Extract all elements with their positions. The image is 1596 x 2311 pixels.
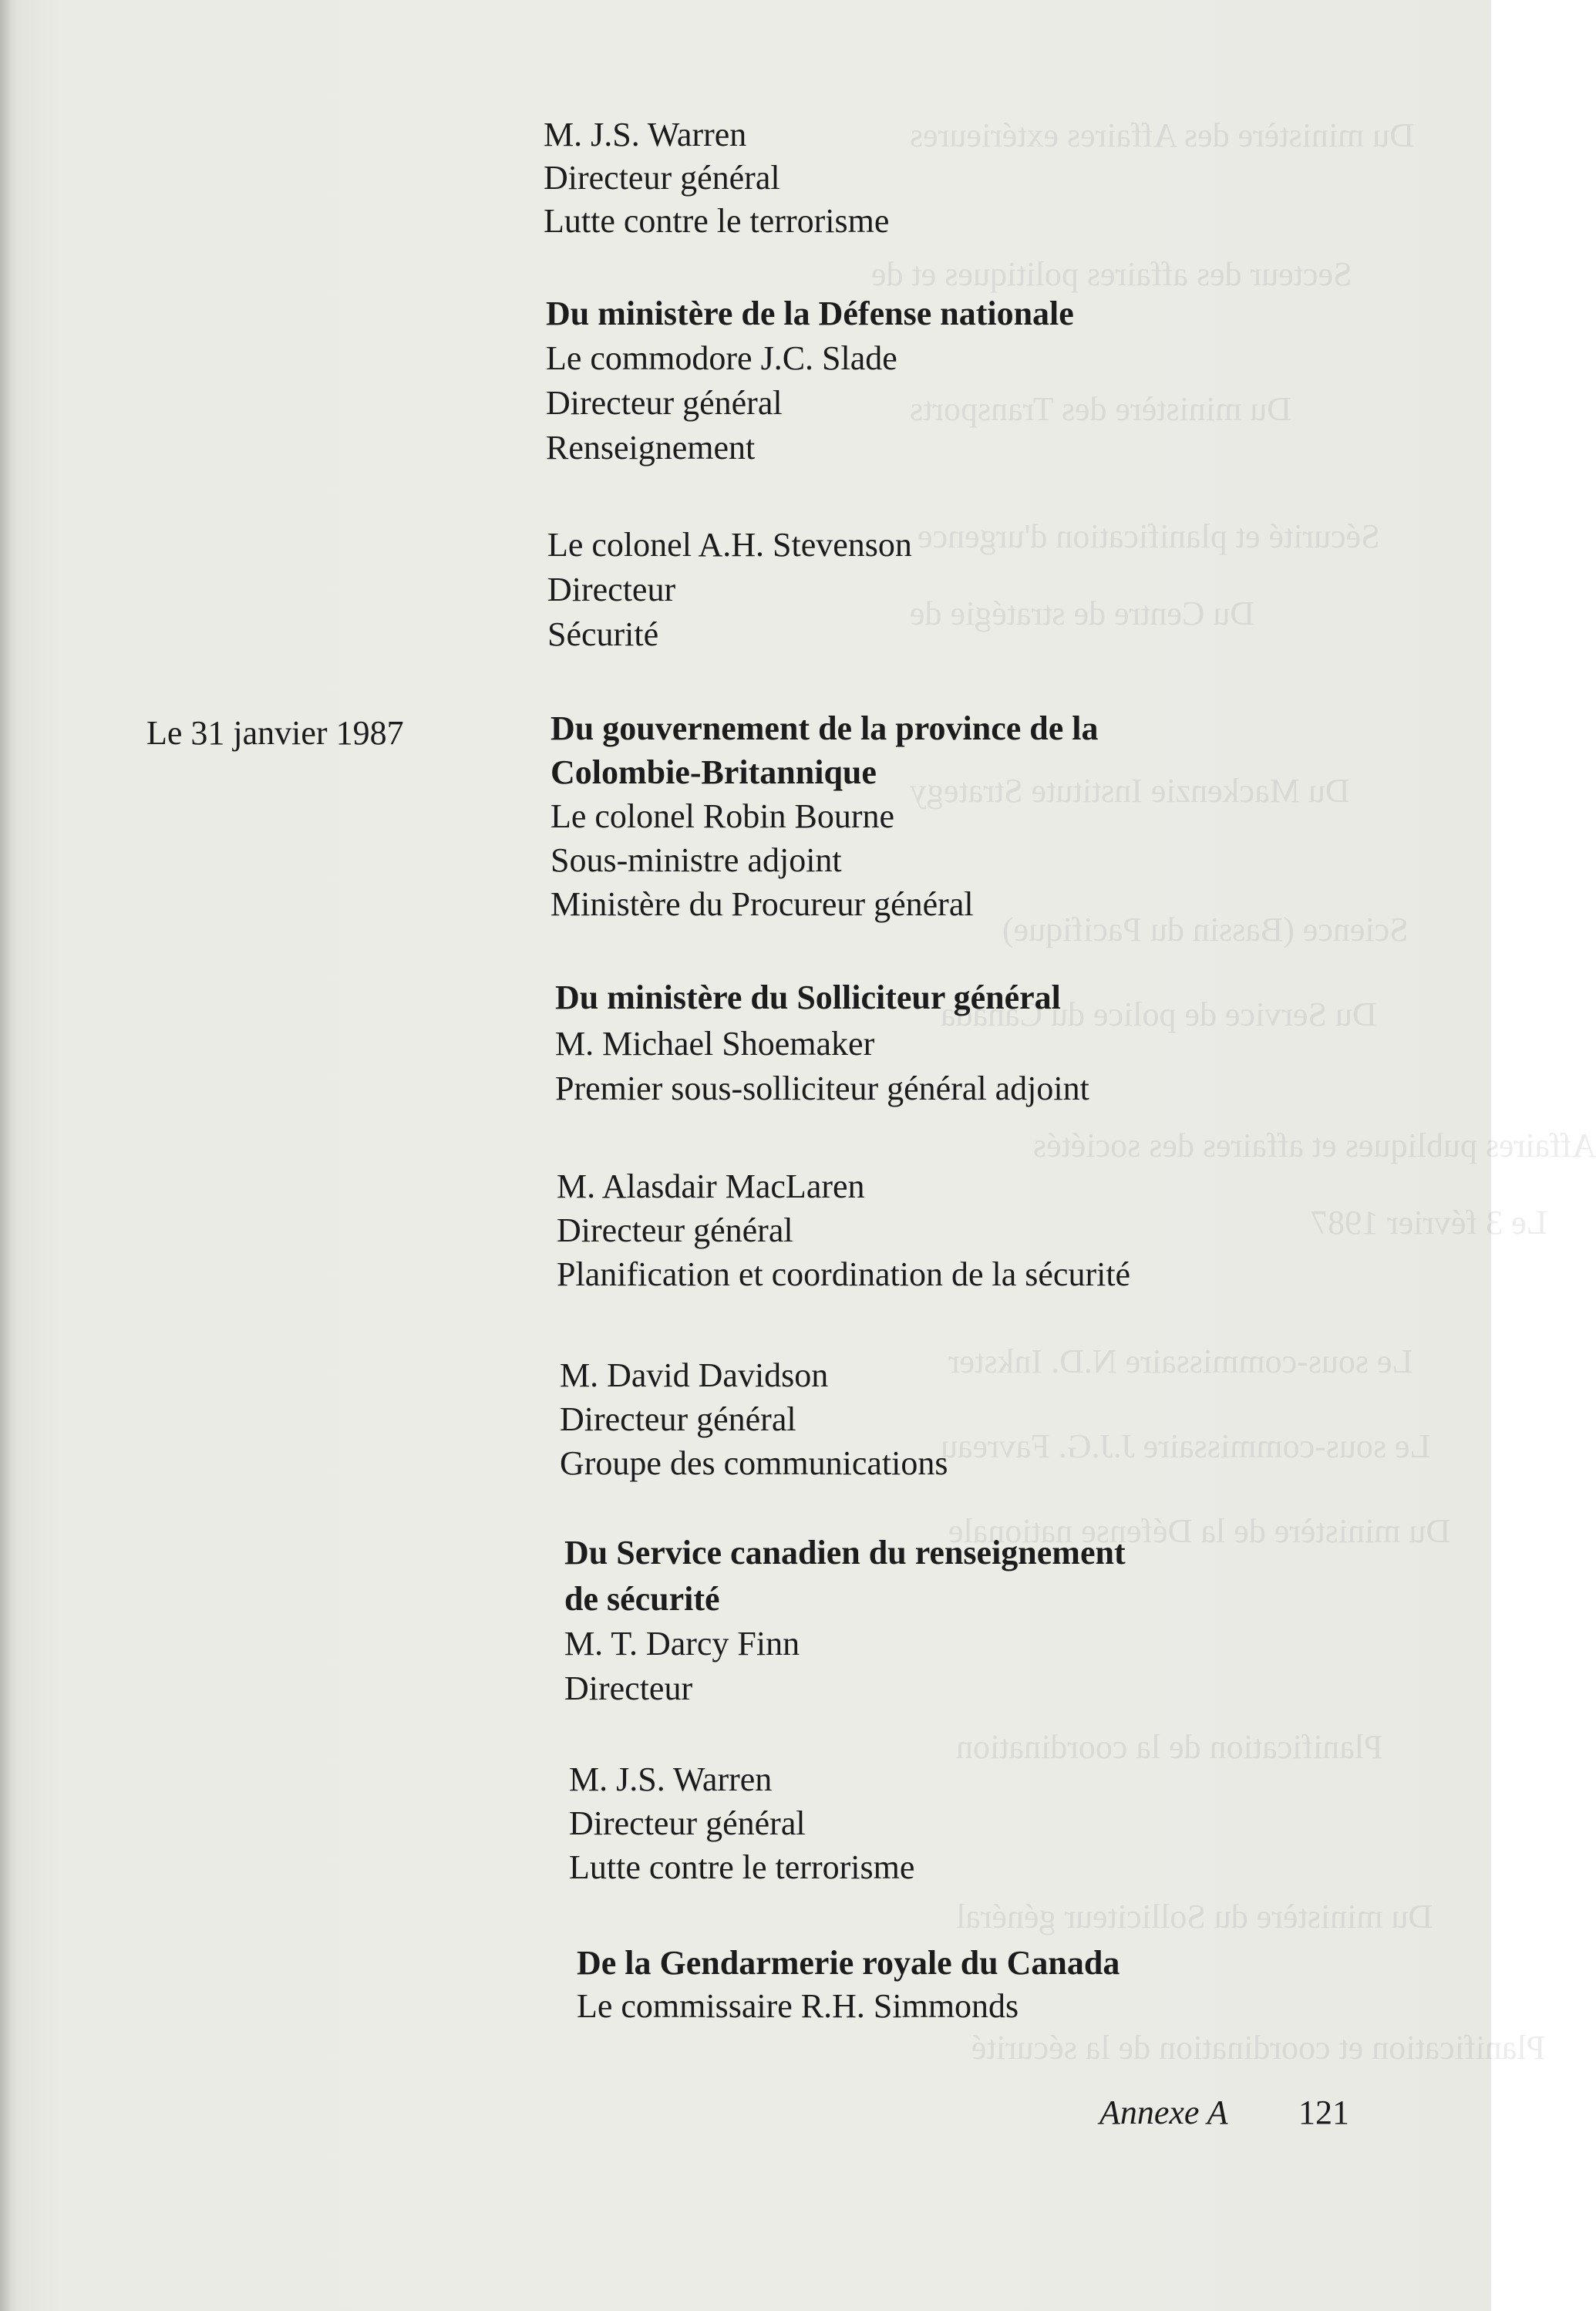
entry-line: Directeur général: [560, 1400, 796, 1438]
entry-line: Planification et coordination de la sécurité: [557, 1255, 1131, 1293]
page-edge-shadow: [0, 0, 11, 2311]
entry-line: M. David Davidson: [560, 1356, 829, 1394]
entry-line: Directeur général: [557, 1211, 793, 1249]
footer-annex-label: Annexe A: [1099, 2094, 1228, 2131]
bleed-through-text: Du ministère des Affaires extérieures Secteur des affaires politiques et de Du ministère des Transports Sécurité et planification d'urgence Du Centre de stratégie de Du Mackenzie Institute Strategy Science (Bassin du Pacifique) Du Service de police du Canada Affaires publiques et affaires des sociétés Le 3 février 1987 Le sous-commissaire N.D. Inkster Le sous-commissaire J.J.G. Favreau Du ministère de la Défense nationale Planification de la coordination Du ministère du Solliciteur général Planification et coordination de la sécurité: [871, 116, 1596, 2067]
entry-line: Ministère du Procureur général: [551, 885, 974, 923]
entry-line: Lutte contre le terrorisme: [569, 1848, 915, 1886]
entry-line: Sécurité: [547, 615, 659, 653]
entry-heading: De la Gendarmerie royale du Canada: [577, 1944, 1120, 1982]
page-number: 121: [1298, 2094, 1349, 2131]
entry-line: Le commissaire R.H. Simmonds: [577, 1987, 1019, 2025]
entry-heading: Du ministère du Solliciteur général: [555, 979, 1061, 1016]
entry-line: M. J.S. Warren: [544, 116, 747, 153]
entry-line: M. Michael Shoemaker: [555, 1025, 875, 1063]
date-label: Le 31 janvier 1987: [146, 714, 404, 752]
entry-line: M. T. Darcy Finn: [564, 1625, 800, 1663]
entry-line: Le colonel A.H. Stevenson: [547, 526, 912, 564]
entry-line: Directeur: [564, 1669, 693, 1707]
entry-line: Sous-ministre adjoint: [551, 841, 842, 879]
entry-line: M. Alasdair MacLaren: [557, 1167, 865, 1205]
entry-line: Le commodore J.C. Slade: [546, 339, 897, 377]
entry-line: Le colonel Robin Bourne: [551, 797, 895, 835]
entry-line: M. J.S. Warren: [569, 1760, 773, 1798]
entry-heading: Du Service canadien du renseignement: [564, 1534, 1126, 1572]
entry-line: Groupe des communications: [560, 1444, 948, 1482]
entry-line: Premier sous-solliciteur général adjoint: [555, 1070, 1089, 1107]
entry-heading-continued: Colombie-Britannique: [551, 753, 877, 791]
entry-line: Lutte contre le terrorisme: [544, 202, 890, 240]
entry-heading: Du gouvernement de la province de la: [551, 709, 1099, 747]
entry-line: Directeur général: [544, 159, 780, 197]
entry-line: Directeur général: [546, 384, 783, 422]
entry-line: Directeur général: [569, 1804, 806, 1842]
entry-line: Directeur: [547, 571, 676, 608]
entry-heading: Du ministère de la Défense nationale: [546, 295, 1074, 332]
entry-heading-continued: de sécurité: [564, 1580, 720, 1618]
entry-line: Renseignement: [546, 429, 756, 467]
